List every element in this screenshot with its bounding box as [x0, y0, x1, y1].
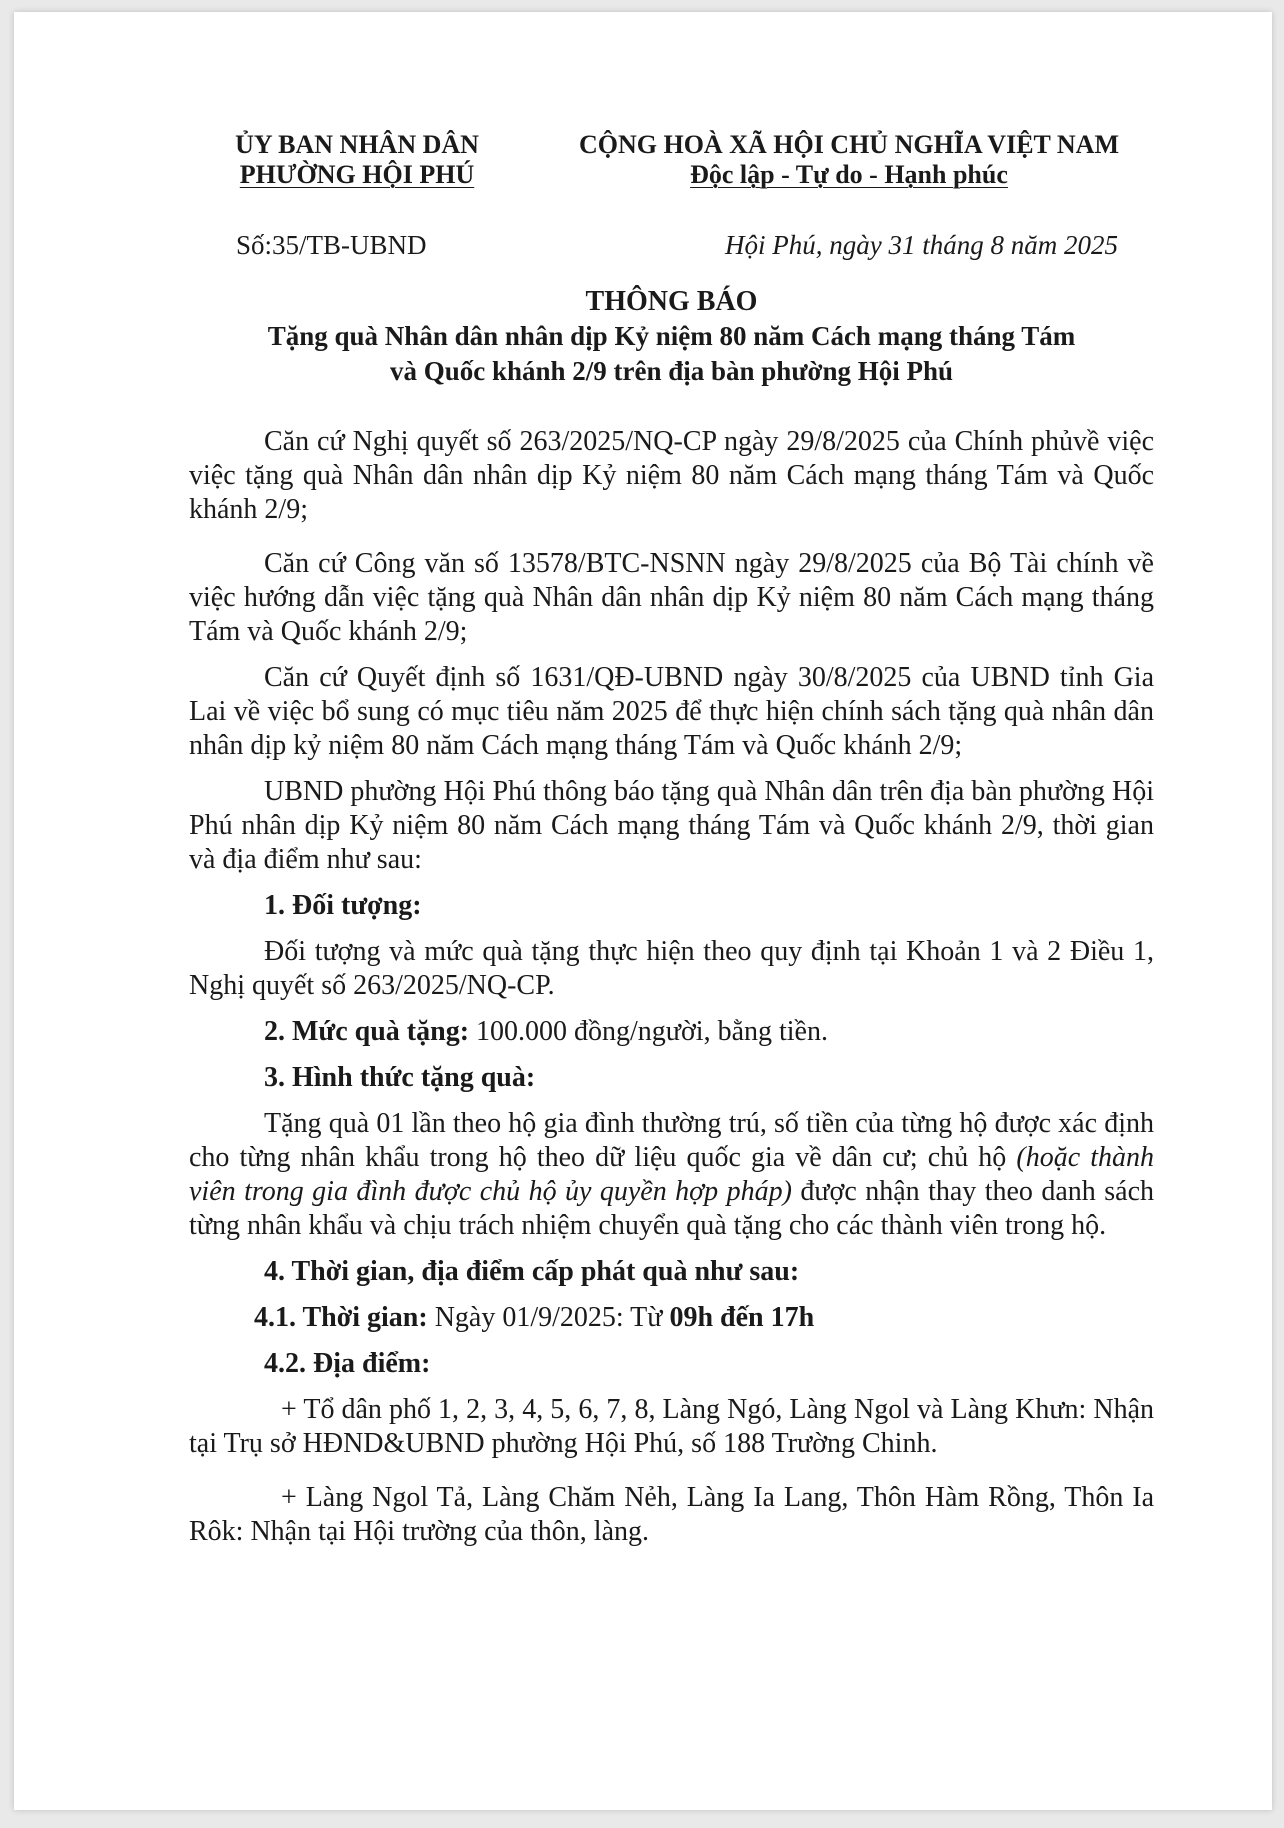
section-2-heading: 2. Mức quà tặng: — [264, 1016, 470, 1047]
issuing-authority — [207, 130, 507, 190]
title-main: THÔNG BÁO — [585, 286, 758, 317]
section-3-text — [189, 1107, 1154, 1243]
section-2 — [189, 1015, 1154, 1049]
authority-line2: PHƯỜNG HỘI PHÚ — [239, 160, 475, 189]
document-header — [189, 130, 1154, 190]
section-4-2-heading: 4.2. Địa điểm: — [264, 1348, 431, 1379]
section-3-heading: 3. Hình thức tặng quà: — [264, 1062, 536, 1093]
reference-line — [189, 228, 1154, 262]
section-3-text-italic: (hoặc thành viên trong gia đình được chủ hộ ủy quyền hợp pháp) — [189, 1142, 1155, 1207]
nation-name: CỘNG HOÀ XÃ HỘI CHỦ NGHĨA VIỆT NAM — [578, 130, 1120, 159]
section-4-1-time: 09h đến 17h — [669, 1302, 815, 1333]
paragraph-basis-1: Căn cứ Nghị quyết số 263/2025/NQ-CP ngày 29/8/2025 của Chính phủvề việc việc tặng quà Nhân dân nhân dịp Kỷ niệm 80 năm Cách mạng tháng Tám và Quốc khánh 2/9; — [189, 426, 1154, 525]
title-sub1: Tặng quà Nhân dân nhân dịp Kỷ niệm 80 năm Cách mạng tháng Tám — [267, 321, 1076, 351]
document-body — [189, 425, 1154, 1549]
section-4-heading: 4. Thời gian, địa điểm cấp phát quà như sau: — [264, 1256, 800, 1287]
document-number: Số:35/TB-UBND — [236, 230, 427, 260]
section-2-text: 100.000 đồng/người, bằng tiền. — [469, 1016, 828, 1047]
section-1-heading: 1. Đối tượng: — [264, 890, 422, 921]
paragraph-basis-3: Căn cứ Quyết định số 1631/QĐ-UBND ngày 30/8/2025 của UBND tỉnh Gia Lai về việc bổ sung có mục tiêu năm 2025 để thực hiện chính sách tặng quà nhân dân nhân dịp kỷ niệm 80 năm Cách mạng tháng Tám và Quốc khánh 2/9; — [189, 662, 1154, 761]
location-1: + Tổ dân phố 1, 2, 3, 4, 5, 6, 7, 8, Làng Ngó, Làng Ngol và Làng Khưn: Nhận tại Trụ sở HĐND&UBND phường Hội Phú, số 188 Trường Chinh. — [189, 1394, 1154, 1459]
document-date: Hội Phú, ngày 31 tháng 8 năm 2025 — [725, 230, 1118, 260]
section-3-text-b: được nhận thay theo danh sách từng nhân khẩu và chịu trách nhiệm chuyển quà tặng cho các thành viên trong hộ. — [189, 1176, 1155, 1241]
section-4-1 — [189, 1301, 1154, 1335]
document-page — [14, 12, 1272, 1810]
motto: Độc lập - Tự do - Hạnh phúc — [690, 160, 1008, 189]
authority-line1: ỦY BAN NHÂN DÂN — [235, 130, 479, 159]
section-4-1-text: Ngày 01/9/2025: Từ — [427, 1302, 670, 1333]
national-motto — [544, 130, 1154, 190]
section-1-text: Đối tượng và mức quà tặng thực hiện theo quy định tại Khoản 1 và 2 Điều 1, Nghị quyết số 263/2025/NQ-CP. — [189, 936, 1154, 1001]
paragraph-announcement: UBND phường Hội Phú thông báo tặng quà Nhân dân trên địa bàn phường Hội Phú nhân dịp Kỷ niệm 80 năm Cách mạng tháng Tám và Quốc khánh 2/9, thời gian và địa điểm như sau: — [189, 776, 1154, 875]
document-title — [189, 284, 1154, 389]
section-3-text-a: Tặng quà 01 lần theo hộ gia đình thường trú, số tiền của từng hộ được xác định cho từng nhân khẩu trong hộ theo dữ liệu quốc gia về dân cư; chủ hộ — [189, 1108, 1154, 1173]
location-2: + Làng Ngol Tả, Làng Chăm Nẻh, Làng Ia Lang, Thôn Hàm Rồng, Thôn Ia Rôk: Nhận tại Hội trường của thôn, làng. — [189, 1482, 1154, 1547]
paragraph-basis-2: Căn cứ Công văn số 13578/BTC-NSNN ngày 29/8/2025 của Bộ Tài chính về việc hướng dẫn việc tặng quà Nhân dân nhân dịp Kỷ niệm 80 năm Cách mạng tháng Tám và Quốc khánh 2/9; — [189, 548, 1154, 647]
title-sub2: và Quốc khánh 2/9 trên địa bàn phường Hội Phú — [389, 356, 954, 386]
section-4-1-heading: 4.1. Thời gian: — [254, 1302, 428, 1333]
document-content — [189, 130, 1154, 1569]
